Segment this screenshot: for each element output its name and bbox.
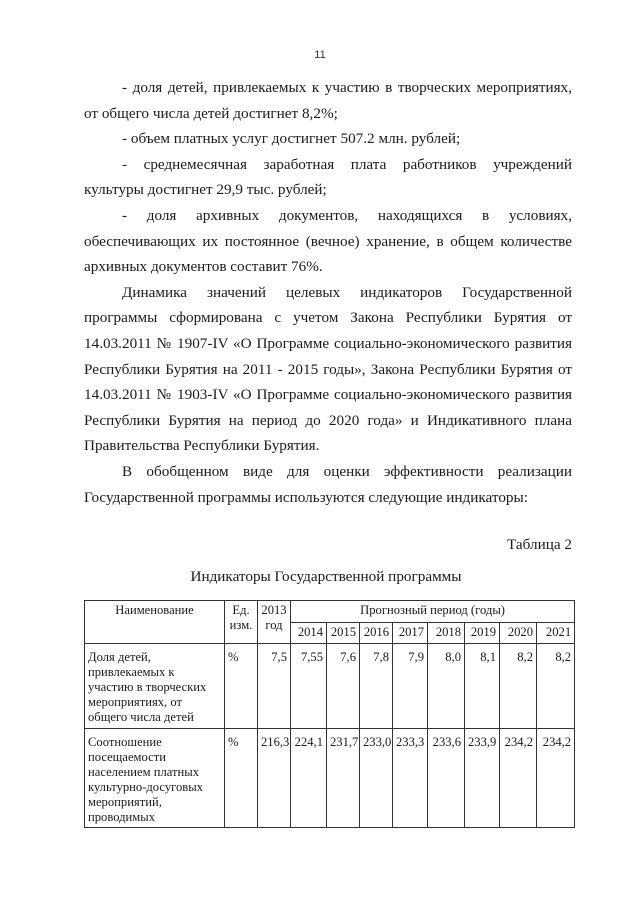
- indicator-value: 233,3: [393, 729, 428, 828]
- header-year: 2021: [537, 623, 575, 644]
- indicator-value: 7,8: [360, 644, 393, 729]
- paragraph-indicators-intro: В обобщенном виде для оценки эффективности реализации Государственной программы используются следующие индикаторы:: [84, 462, 572, 506]
- table-title: Индикаторы Государственной программы: [190, 568, 462, 585]
- paragraph-archive-share: - доля архивных документов, находящихся в условиях, обеспечивающих их постоянное (вечное) хранение, в общем количестве архивных документов составит 76%.: [84, 206, 572, 276]
- indicator-value: 234,2: [537, 729, 575, 828]
- indicator-value: 8,1: [465, 644, 500, 729]
- indicator-value: 231,7: [327, 729, 360, 828]
- indicator-value: 233,9: [465, 729, 500, 828]
- header-base-year: 2013 год: [258, 601, 291, 644]
- indicator-value: 8,2: [537, 644, 575, 729]
- page-number: 11: [314, 49, 326, 61]
- table-label: Таблица 2: [507, 536, 572, 553]
- indicator-unit: %: [225, 729, 258, 828]
- header-year: 2019: [465, 623, 500, 644]
- header-name: Наименование: [85, 601, 225, 644]
- header-year: 2020: [500, 623, 537, 644]
- indicator-name: Соотношение посещаемости населением платных культурно-досуговых мероприятий, проводимых: [85, 729, 225, 828]
- paragraph-average-salary: - среднемесячная заработная плата работников учреждений культуры достигнет 29,9 тыс. рублей;: [84, 155, 572, 199]
- header-year: 2017: [393, 623, 428, 644]
- indicator-unit: %: [225, 644, 258, 729]
- paragraph-children-share: - доля детей, привлекаемых к участию в творческих мероприятиях, от общего числа детей достигнет 8,2%;: [84, 79, 572, 122]
- header-year: 2015: [327, 623, 360, 644]
- indicator-value: 7,55: [291, 644, 327, 729]
- indicator-value: 8,0: [428, 644, 465, 729]
- indicator-base-value: 216,3: [258, 729, 291, 828]
- indicator-value: 7,9: [393, 644, 428, 729]
- table-header-row: [85, 601, 575, 623]
- indicator-value: 224,1: [291, 729, 327, 828]
- indicator-value: 233,0: [360, 729, 393, 828]
- paragraph-indicator-dynamics: Динамика значений целевых индикаторов Государственной программы сформирована с учетом Закона Республики Бурятия от 14.03.2011 № 1907-IV «О Программе социально-экономического развития Республики Бурятия на 2011 - 2015 годы», Закона Республики Бурятия от 14.03.2011 № 1903-IV «О Программе социально-экономического развития Республики Бурятия на период до 2020 года» и Индикативного плана Правительства Республики Бурятия.: [84, 283, 572, 455]
- indicator-value: 8,2: [500, 644, 537, 729]
- indicator-value: 233,6: [428, 729, 465, 828]
- body-text: [84, 75, 572, 510]
- indicator-value: 234,2: [500, 729, 537, 828]
- header-year: 2018: [428, 623, 465, 644]
- indicator-base-value: 7,5: [258, 644, 291, 729]
- header-year: 2014: [291, 623, 327, 644]
- indicator-value: 7,6: [327, 644, 360, 729]
- indicators-table: [84, 600, 575, 828]
- paragraph-paid-services: - объем платных услуг достигнет 507.2 млн. рублей;: [122, 130, 461, 148]
- header-year: 2016: [360, 623, 393, 644]
- table-row: [85, 644, 575, 729]
- header-unit: Ед. изм.: [225, 601, 258, 644]
- header-forecast-period: Прогнозный период (годы): [291, 601, 575, 623]
- indicator-name: Доля детей, привлекаемых к участию в творческих мероприятиях, от общего числа детей: [85, 644, 225, 729]
- table-row: [85, 729, 575, 828]
